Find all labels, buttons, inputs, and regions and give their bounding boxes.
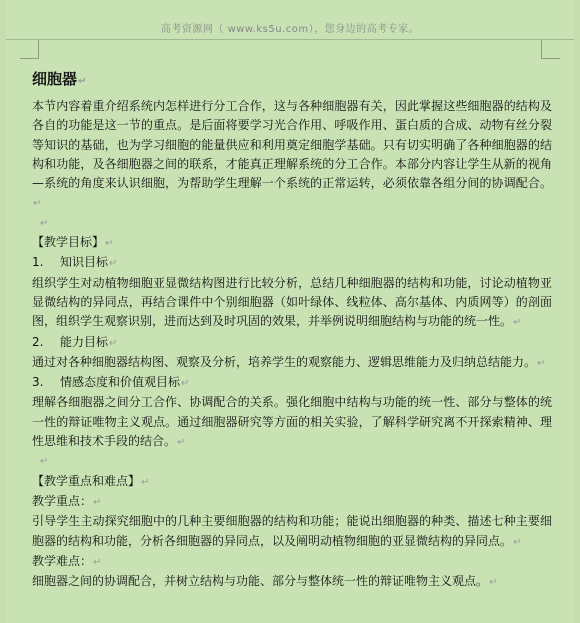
header-rule	[6, 39, 574, 40]
paragraph-mark: ↵	[105, 238, 114, 250]
paragraph-mark: ↵	[181, 378, 190, 390]
paragraph-mark: ↵	[513, 536, 522, 548]
document-page	[6, 0, 574, 623]
section-heading: 【教学目标】↵	[32, 235, 114, 250]
difficulty-text: 细胞器之间的协调配合，并树立结构与功能、部分与整体统一性的辩证唯物主义观点。↵	[32, 574, 498, 589]
paragraph-mark: ↵	[93, 496, 102, 508]
focus-label: 教学重点：↵	[32, 493, 102, 508]
paragraph-mark: ↵	[537, 357, 546, 369]
page-header: 高考资源网（ www.ks5u.com），您身边的高考专家。	[160, 24, 420, 35]
goal-heading: 1. 知识目标↵	[32, 255, 118, 270]
goal-text: 理解各细胞器之间分工合作、协调配合的关系。强化细胞中结构与功能的统一性、部分与整体的统一性的辩证唯物主义观点。通过细胞器研究等方面的相关实验，了解科学研究离不开探索精神、理性思维和技术手段的结合。↵	[32, 395, 552, 449]
paragraph-mark: ↵	[513, 317, 522, 329]
paragraph-mark: ↵	[109, 337, 118, 349]
paragraph-mark: ↵	[40, 456, 49, 468]
document-body[interactable]	[32, 68, 552, 592]
paragraph-mark: ↵	[33, 198, 42, 210]
goal-heading: 3. 情感态度和价值观目标↵	[32, 375, 190, 390]
margin-corner-mark	[541, 40, 560, 59]
focus-text: 引导学生主动探究细胞中的几种主要细胞器的结构和功能；能说出细胞器的种类、描述七种主要细胞器的结构和功能，分析各细胞器的异同点，以及阐明动植物细胞的亚显微结构的异同点。↵	[32, 514, 552, 548]
paragraph-mark: ↵	[109, 258, 118, 270]
paragraph-mark: ↵	[78, 76, 87, 87]
paragraph-mark: ↵	[177, 437, 186, 449]
paragraph-mark: ↵	[93, 556, 102, 568]
paragraph-mark: ↵	[489, 577, 498, 589]
paragraph-mark: ↵	[141, 476, 150, 488]
margin-corner-mark	[20, 40, 39, 59]
difficulty-label: 教学难点：↵	[32, 553, 102, 568]
goal-text: 通过对各种细胞器结构图、观察及分析，培养学生的观察能力、逻辑思维能力及归纳总结能力。↵	[32, 354, 546, 369]
goal-text: 组织学生对动植物细胞亚显微结构图进行比较分析，总结几种细胞器的结构和功能，讨论动植物亚显微结构的异同点，再结合课件中个别细胞器（如叶绿体、线粒体、高尔基体、内质网等）的剖面图，组织学生观察识别，进而达到及时巩固的效果，并举例说明细胞结构与功能的统一性。↵	[32, 275, 552, 329]
goal-heading: 2. 能力目标↵	[32, 334, 118, 349]
section-heading: 【教学重点和难点】↵	[32, 473, 150, 488]
intro-paragraph: 本节内容着重介绍系统内怎样进行分工合作，这与各种细胞器有关，因此掌握这些细胞器的结构及各自的功能是这一节的重点。是后面将要学习光合作用、呼吸作用、蛋白质的合成、动物有丝分裂等知识的基础，也为学习细胞的能量供应和利用奠定细胞学基础。只有切实明确了各种细胞器的结构和功能，及各细胞器之间的联系，才能真正理解系统的分工合作。本部分内容让学生从新的视角—系统的角度来认识细胞，为帮助学生理解一个系统的正常运转，必须依靠各组分间的协调配合。↵	[32, 99, 552, 210]
paragraph-mark: ↵	[40, 217, 49, 229]
document-title: 细胞器↵	[32, 70, 87, 88]
